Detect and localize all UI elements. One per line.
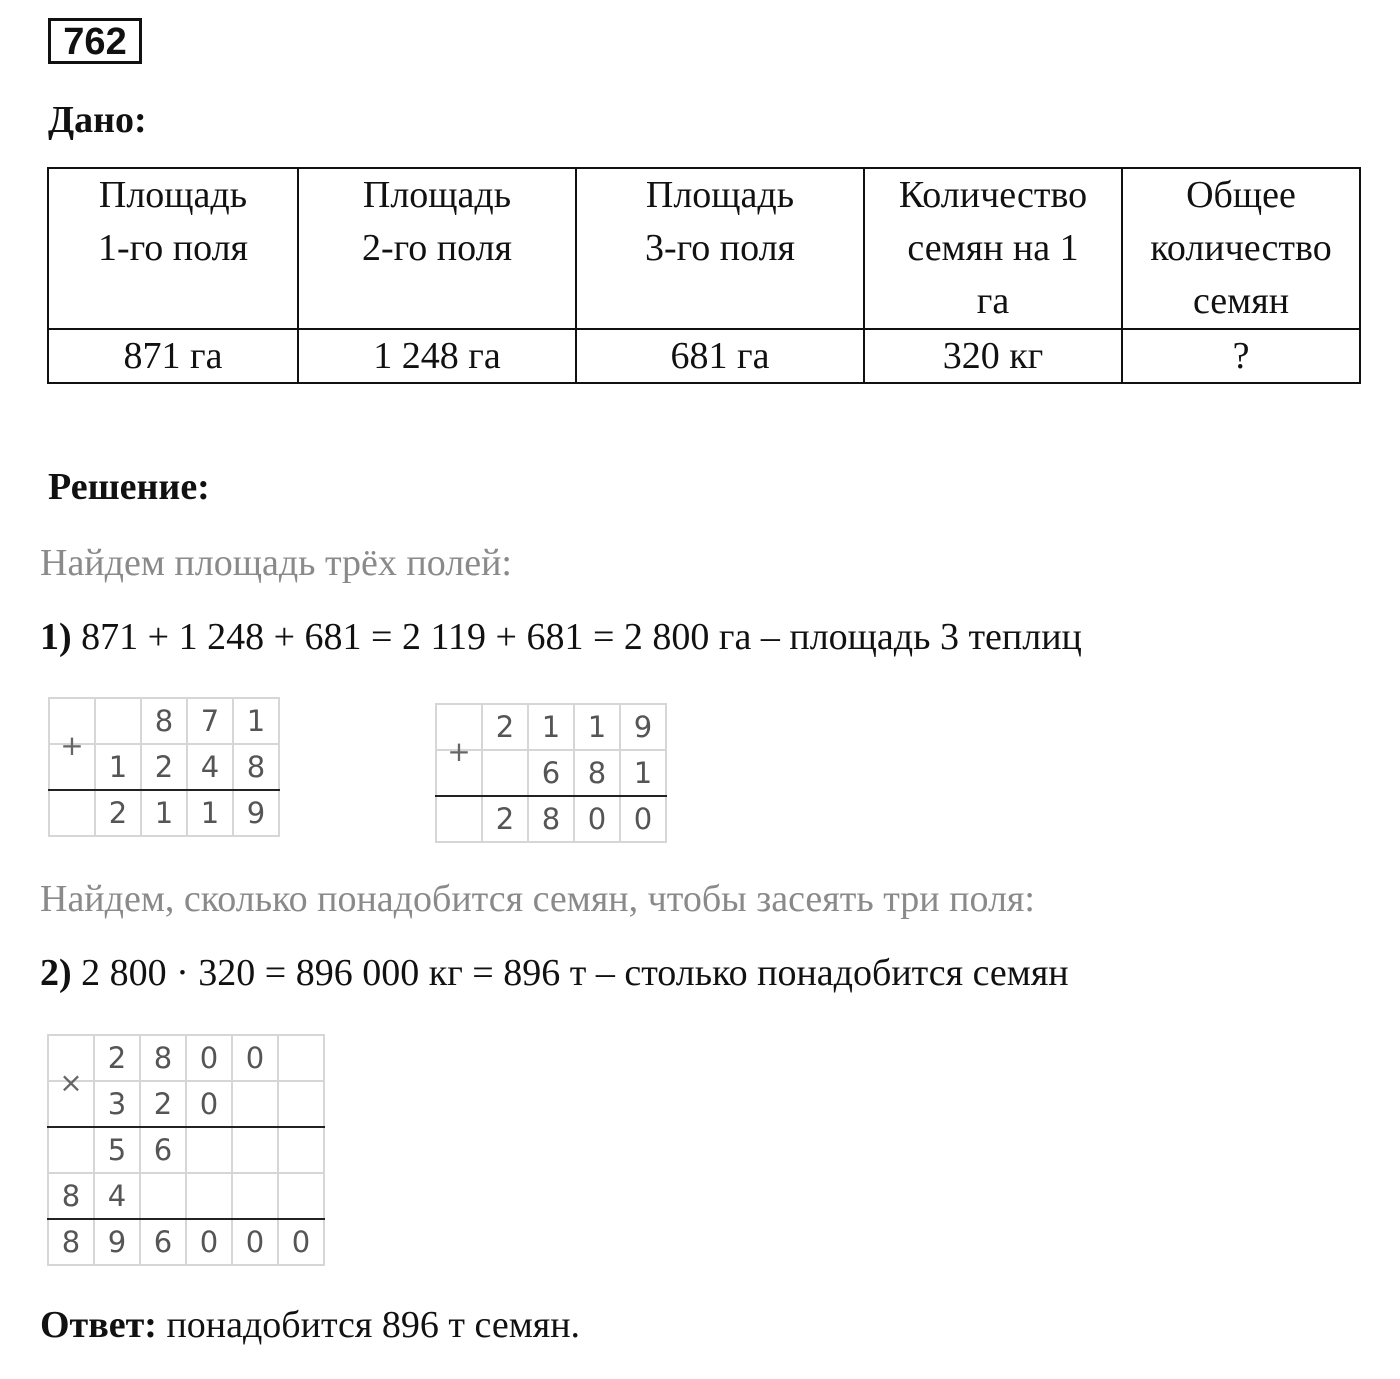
digit-cell: 2	[483, 705, 529, 751]
digit-cell: 6	[529, 751, 575, 797]
digit-cell: 6	[141, 1128, 187, 1174]
digit-cell: 8	[142, 699, 188, 745]
digit-cell: 4	[95, 1174, 141, 1220]
digit-cell: 0	[233, 1036, 279, 1082]
step2-number: 2)	[40, 952, 72, 994]
column-addition-1	[48, 697, 280, 837]
digit-cell: 0	[575, 797, 621, 843]
digit-cell: 8	[49, 1174, 95, 1220]
digit-cell: 5	[95, 1128, 141, 1174]
digit-cell	[483, 751, 529, 797]
step2-line	[40, 951, 1069, 995]
given-table-header-row	[48, 168, 1360, 329]
digit-cell: 4	[188, 745, 234, 791]
digit-cell: 8	[49, 1220, 95, 1266]
given-label: Дано:	[48, 99, 147, 141]
value-cell: 681 га	[576, 329, 864, 383]
operator-sign: +	[60, 729, 84, 762]
value-cell: 871 га	[48, 329, 298, 383]
digit-cell: 8	[529, 797, 575, 843]
digit-cell: 0	[233, 1220, 279, 1266]
digit-cell: 3	[95, 1082, 141, 1128]
digit-cell: 6	[141, 1220, 187, 1266]
task-number: 762	[48, 18, 142, 64]
value-cell: ?	[1122, 329, 1360, 383]
step2-hint: Найдем, сколько понадобится семян, чтобы засеять три поля:	[40, 878, 1035, 920]
given-table-values-row	[48, 329, 1360, 383]
operator-sign: +	[447, 735, 471, 768]
step1-number: 1)	[40, 616, 72, 658]
value-cell: 1 248 га	[298, 329, 576, 383]
separator-line	[47, 1218, 325, 1220]
digit-cell: 8	[141, 1036, 187, 1082]
value-cell: 320 кг	[864, 329, 1122, 383]
header-cell: Площадь 2-го поля	[298, 168, 576, 329]
digit-cell: 0	[279, 1220, 325, 1266]
column-multiplication	[47, 1034, 325, 1266]
separator-line	[47, 1126, 325, 1128]
header-cell: Площадь 1-го поля	[48, 168, 298, 329]
header-cell: Общее количество семян	[1122, 168, 1360, 329]
digit-cell	[96, 699, 142, 745]
digit-cell	[233, 1174, 279, 1220]
digit-cell	[279, 1082, 325, 1128]
digit-cell	[187, 1128, 233, 1174]
digit-cell: 2	[95, 1036, 141, 1082]
digit-cell: 8	[575, 751, 621, 797]
digit-cell: 0	[187, 1082, 233, 1128]
operator-sign: ×	[59, 1066, 83, 1099]
answer-line	[40, 1303, 580, 1347]
digit-cell: 7	[188, 699, 234, 745]
digit-cell: 2	[142, 745, 188, 791]
digit-cell	[279, 1036, 325, 1082]
header-cell: Количество семян на 1 га	[864, 168, 1122, 329]
digit-cell: 8	[234, 745, 280, 791]
separator-line	[48, 789, 280, 791]
digit-cell: 1	[142, 791, 188, 837]
digit-cell	[437, 797, 483, 843]
digit-cell	[233, 1082, 279, 1128]
step1-line	[40, 615, 1082, 659]
separator-line	[435, 795, 667, 797]
answer-label: Ответ:	[40, 1304, 157, 1346]
digit-cell	[187, 1174, 233, 1220]
digit-cell: 2	[96, 791, 142, 837]
digit-cell: 9	[234, 791, 280, 837]
digit-cell: 9	[621, 705, 667, 751]
digit-cell: 9	[95, 1220, 141, 1266]
digit-cell: 1	[188, 791, 234, 837]
digit-cell: 0	[187, 1220, 233, 1266]
digit-cell: 1	[234, 699, 280, 745]
column-addition-2	[435, 703, 667, 843]
digit-cell: 1	[575, 705, 621, 751]
given-table	[47, 167, 1361, 384]
digit-cell	[279, 1128, 325, 1174]
digit-cell: 2	[483, 797, 529, 843]
step1-hint: Найдем площадь трёх полей:	[40, 542, 512, 584]
digit-cell	[50, 791, 96, 837]
digit-cell: 1	[96, 745, 142, 791]
digit-cell: 0	[187, 1036, 233, 1082]
step2-text: 2 800 · 320 = 896 000 кг = 896 т – столько понадобится семян	[71, 952, 1069, 994]
step1-text: 871 + 1 248 + 681 = 2 119 + 681 = 2 800 га – площадь 3 теплиц	[71, 616, 1082, 658]
digit-cell	[233, 1128, 279, 1174]
answer-text: понадобится 896 т семян.	[156, 1304, 581, 1346]
digit-cell	[141, 1174, 187, 1220]
solution-label: Решение:	[48, 466, 210, 508]
digit-cell	[49, 1128, 95, 1174]
digit-cell: 1	[621, 751, 667, 797]
header-cell: Площадь 3-го поля	[576, 168, 864, 329]
digit-cell: 1	[529, 705, 575, 751]
digit-cell	[279, 1174, 325, 1220]
digit-cell: 0	[621, 797, 667, 843]
digit-cell: 2	[141, 1082, 187, 1128]
